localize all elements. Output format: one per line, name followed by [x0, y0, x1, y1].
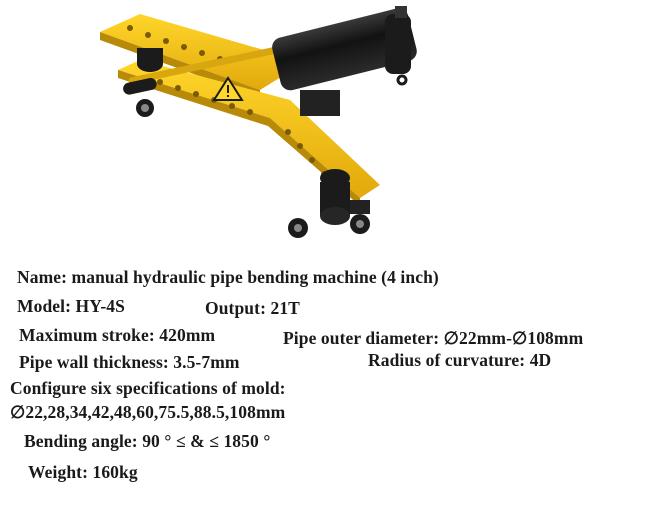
spec-max-stroke: Maximum stroke: 420mm — [19, 325, 216, 345]
spec-output: Output: 21T — [205, 298, 300, 318]
spec-pipe-outer-diameter: Pipe outer diameter: ∅22mm-∅108mm — [283, 328, 584, 348]
spec-name: Name: manual hydraulic pipe bending machine (4 inch) — [17, 267, 439, 287]
spec-mold-heading: Configure six specifications of mold: — [10, 378, 286, 398]
spec-mold-sizes: ∅22,28,34,42,48,60,75.5,88.5,108mm — [10, 402, 286, 422]
spec-weight: Weight: 160kg — [28, 462, 138, 482]
spec-radius: Radius of curvature: 4D — [368, 350, 552, 370]
spec-bending-angle: Bending angle: 90 ° ≤ & ≤ 1850 ° — [24, 431, 271, 451]
hydraulic-cylinder — [270, 6, 419, 116]
spec-wall-thickness: Pipe wall thickness: 3.5-7mm — [19, 352, 240, 372]
spec-model: Model: HY-4S — [17, 296, 125, 316]
